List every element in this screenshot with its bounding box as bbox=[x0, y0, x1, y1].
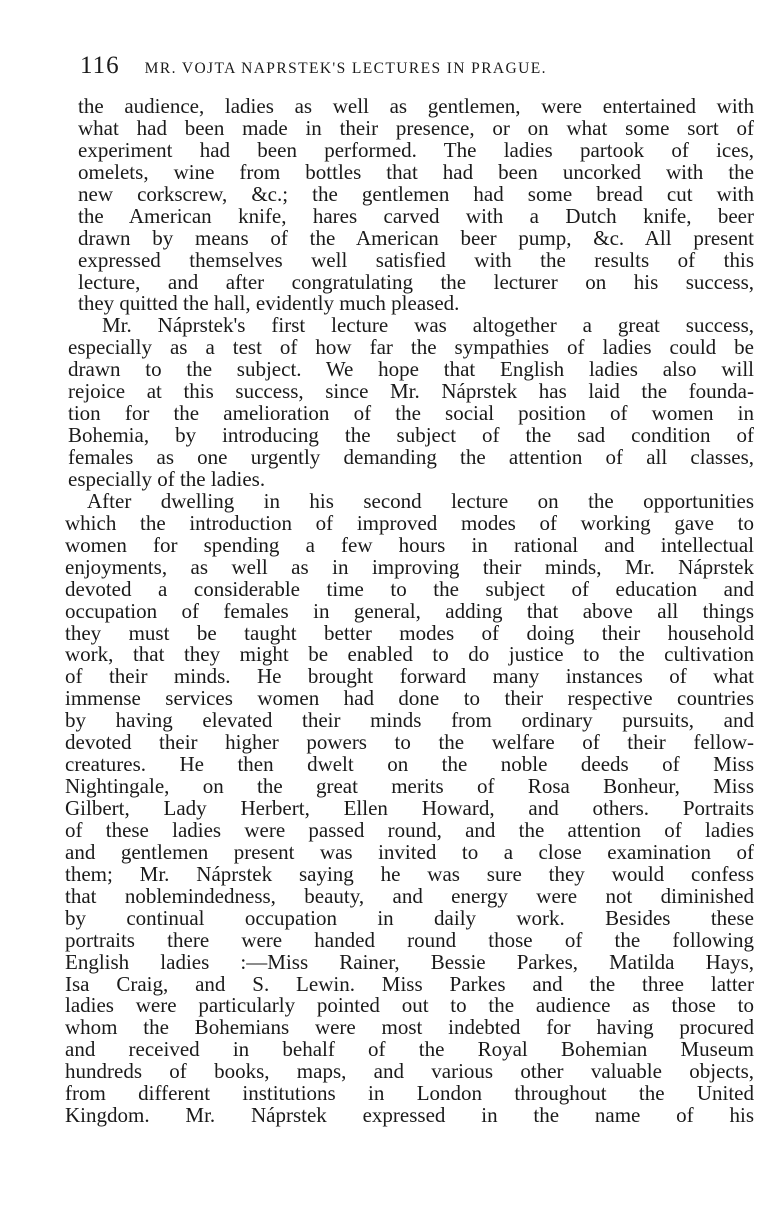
text-line: which the introduction of improved modes of working gave to bbox=[65, 510, 754, 535]
text-line: by having elevated their minds from ordinary pursuits, and bbox=[65, 708, 754, 733]
page-number: 116 bbox=[80, 52, 120, 79]
text-line: the American knife, hares carved with a Dutch knife, beer bbox=[78, 203, 754, 228]
text-line: Kingdom. Mr. Náprstek expressed in the name of his bbox=[65, 1103, 754, 1128]
body-text bbox=[58, 96, 754, 1127]
text-line: immense services women had done to their respective countries bbox=[65, 686, 754, 711]
text-line: from different institutions in London throughout the United bbox=[65, 1081, 754, 1106]
text-line: drawn to the subject. We hope that English ladies also will bbox=[68, 357, 754, 382]
text-line: drawn by means of the American beer pump, &c. All present bbox=[78, 225, 754, 250]
text-line: work, that they might be enabled to do justice to the cultivation bbox=[65, 642, 754, 667]
text-line: of their minds. He brought forward many instances of what bbox=[65, 664, 754, 689]
text-line: whom the Bohemians were most indebted for having procured bbox=[65, 1015, 754, 1040]
running-title: MR. VOJTA NAPRSTEK'S LECTURES IN PRAGUE. bbox=[144, 60, 547, 77]
text-line: Mr. Náprstek's first lecture was altogether a great success, bbox=[102, 313, 754, 338]
text-line: Isa Craig, and S. Lewin. Miss Parkes and the three latter bbox=[65, 971, 754, 996]
text-line: them; Mr. Náprstek saying he was sure they would confess bbox=[65, 861, 754, 886]
text-line: women for spending a few hours in rational and intellectual bbox=[65, 532, 754, 557]
text-line: devoted a considerable time to the subject of education and bbox=[65, 576, 754, 601]
text-line: creatures. He then dwelt on the noble deeds of Miss bbox=[65, 752, 754, 777]
text-line: that noblemindedness, beauty, and energy were not diminished bbox=[65, 883, 754, 908]
text-line: enjoyments, as well as in improving their minds, Mr. Náprstek bbox=[65, 554, 754, 579]
text-line: lecture, and after congratulating the lecturer on his success, bbox=[78, 269, 754, 294]
text-line: especially of the ladies. bbox=[68, 466, 266, 491]
text-line: omelets, wine from bottles that had been uncorked with the bbox=[78, 159, 754, 184]
text-line: occupation of females in general, adding that above all things bbox=[65, 598, 754, 623]
text-line: devoted their higher powers to the welfare of their fellow- bbox=[65, 730, 754, 755]
text-line: ladies were particularly pointed out to the audience as those to bbox=[65, 993, 754, 1018]
text-line: by continual occupation in daily work. Besides these bbox=[65, 905, 754, 930]
text-line: After dwelling in his second lecture on the opportunities bbox=[87, 488, 754, 513]
running-head bbox=[80, 52, 680, 84]
text-line: Bohemia, by introducing the subject of the sad condition of bbox=[68, 423, 754, 448]
text-line: they quitted the hall, evidently much pleased. bbox=[78, 291, 460, 316]
text-line: rejoice at this success, since Mr. Náprstek has laid the founda- bbox=[68, 379, 754, 404]
text-line: expressed themselves well satisfied with the results of this bbox=[78, 247, 754, 272]
text-line: tion for the amelioration of the social position of women in bbox=[68, 401, 754, 426]
text-line: experiment had been performed. The ladies partook of ices, bbox=[78, 137, 754, 162]
text-line: Gilbert, Lady Herbert, Ellen Howard, and others. Portraits bbox=[65, 796, 754, 820]
text-line: new corkscrew, &c.; the gentlemen had some bread cut with bbox=[78, 181, 754, 206]
text-line: Nightingale, on the great merits of Rosa Bonheur, Miss bbox=[65, 774, 754, 799]
text-line: the audience, ladies as well as gentlemen, were entertained with bbox=[78, 94, 754, 118]
text-line: portraits there were handed round those of the following bbox=[65, 927, 754, 952]
text-line: and gentlemen present was invited to a close examination of bbox=[65, 839, 754, 864]
text-line: females as one urgently demanding the attention of all classes, bbox=[68, 445, 754, 469]
text-line: English ladies :—Miss Rainer, Bessie Parkes, Matilda Hays, bbox=[65, 949, 754, 974]
text-line: and received in behalf of the Royal Bohemian Museum bbox=[65, 1037, 754, 1062]
text-line: of these ladies were passed round, and the attention of ladies bbox=[65, 817, 754, 842]
text-line: they must be taught better modes of doing their household bbox=[65, 620, 754, 645]
text-line: especially as a test of how far the sympathies of ladies could be bbox=[68, 335, 754, 360]
text-line: hundreds of books, maps, and various other valuable objects, bbox=[65, 1059, 754, 1084]
text-line: what had been made in their presence, or on what some sort of bbox=[78, 115, 754, 140]
